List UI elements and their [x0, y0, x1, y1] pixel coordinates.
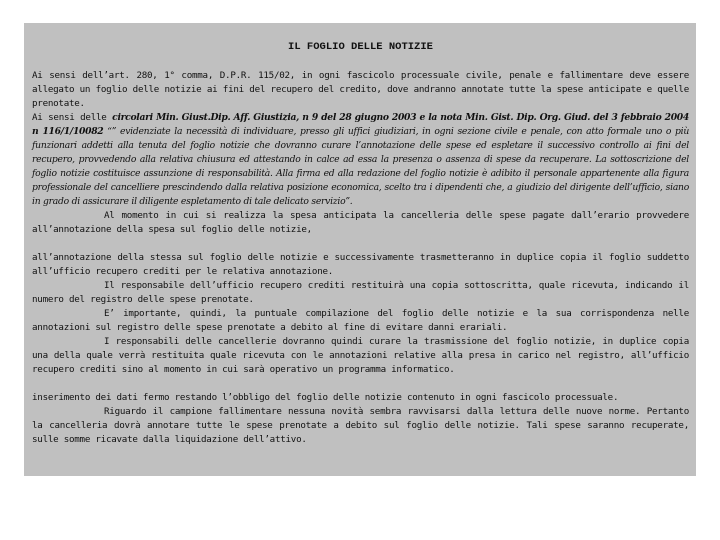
paragraph-fallimentare: Riguardo il campione fallimentare nessuna novità sembra ravvisarsi dalla lettura delle nuove norme. Pertanto la cancelleria dovrà annotare tutte le spese prenotate a debito sul foglio delle notizie. Tali spese saranno recuperate, sulle somme ricavate dalla liquidazione dell’attivo. — [32, 406, 689, 445]
circolari-reference: circolari Min. Giust.Dip. Aff. Giustizia, n 9 del 28 giugno 2003 e la nota Min. Gist. Dip. Org. Giud. del 3 febbraio 2004 n 116/1/10082 — [32, 112, 689, 137]
paragraph-cancellerie: I responsabili delle cancellerie dovranno quindi curare la trasmissione del foglio notizie, in duplice copia una della quale verrà restituita quale ricevuta con le annotazioni relative alla presa in carico nel registro, all’ufficio recupero crediti sino al momento in cui sarà operativo un programma informatico. — [32, 336, 689, 375]
page-title: IL FOGLIO DELLE NOTIZIE — [288, 41, 433, 53]
paragraph-annotazione: Al momento in cui si realizza la spesa anticipata la cancelleria delle spese pagate dall’erario provvedere all’annotazione della spesa sul foglio delle notizie, — [32, 210, 689, 235]
paragraph-circolari-prefix: Ai sensi delle — [32, 112, 113, 123]
paragraph-circolari — [32, 111, 689, 209]
paragraph-intro: Ai sensi dell’art. 280, 1° comma, D.P.R. 115/02, in ogni fascicolo processuale civile, penale e fallimentare deve essere allegato un foglio delle notizie ai fini del recupero del credito, dove andranno annotate tutte la spese anticipate e quelle prenotate. — [32, 70, 689, 109]
paragraph-responsabile: Il responsabile dell’ufficio recupero crediti restituirà una copia sottoscritta, quale ricevuta, indicando il numero del registro delle spese prenotate. — [32, 280, 689, 305]
paragraph-inserimento: inserimento dei dati fermo restando l’obbligo del foglio delle notizie contenuto in ogni fascicolo processuale. — [32, 392, 619, 403]
document-body — [32, 69, 689, 447]
paragraph-importante: E’ importante, quindi, la puntuale compilazione del foglio delle notizie e la sua corrispondenza nelle annotazioni sul registro delle spese prenotate a debito al fine di evitare danni erariali. — [32, 308, 689, 333]
paragraph-trasmissione: all’annotazione della stessa sul foglio delle notizie e successivamente trasmetteranno in duplice copia il foglio suddetto all’ufficio recupero crediti per le relativa annotazione. — [32, 252, 689, 277]
slide-panel — [24, 23, 696, 476]
circolari-quote: “” evidenziate la necessità di individuare, presso gli uffici giudiziari, in ogni sezione civile e penale, con atto formale uno o più funzionari addetti alla tenuta del foglio notizie che dovranno curare l’annotazione delle spese ed espletare il successivo controllo ai fini del recupero, provvedendo alla relativa chiusura ed attestando in calce ad essa la presenza o assenza di spese da recuperare. La sottoscrizione del foglio notizie costituisce assunzione di responsabilità. Alla firma ed alla redazione del foglio notizie è adibito il personale appartenente alla figura professionale del cancelliere prescindendo dalla relativa posizione economica, scelto tra i dipendenti che, a giudizio del dirigente dell’ufficio, siano in grado di assicurare il diligente espletamento di tale delicato servizio”. — [32, 126, 689, 207]
